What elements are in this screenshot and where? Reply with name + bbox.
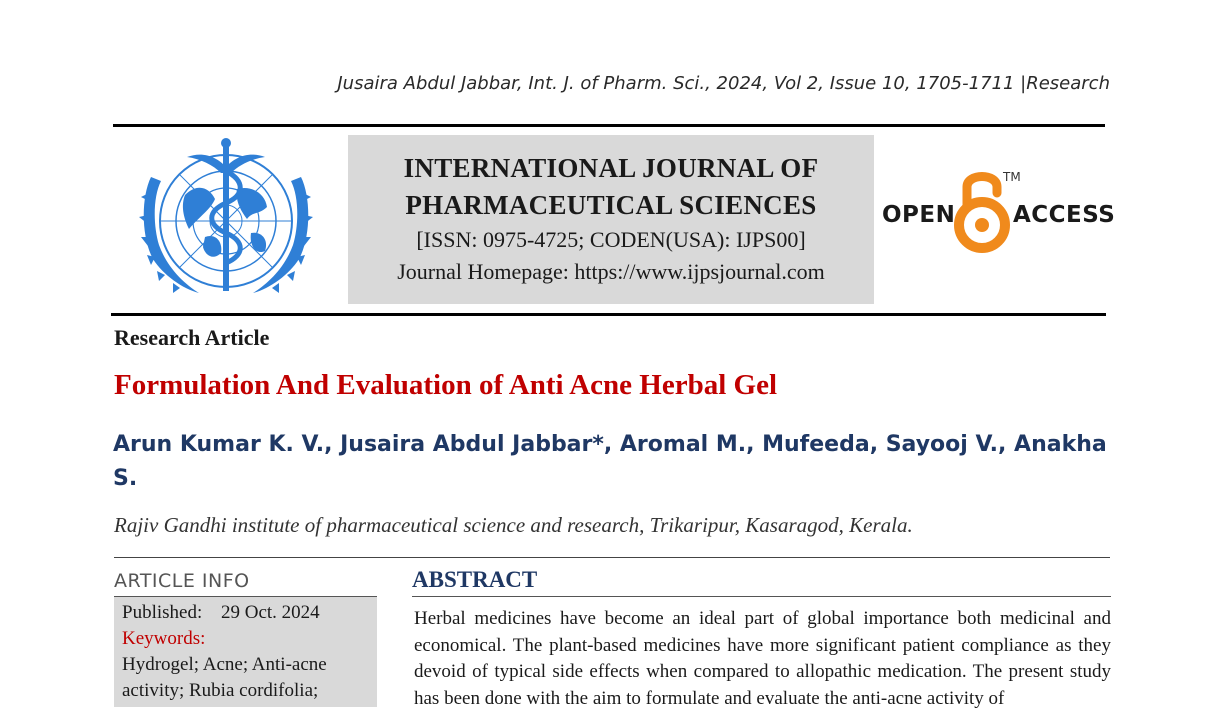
affiliation: Rajiv Gandhi institute of pharmaceutical science and research, Trikaripur, Kasaragod, Kerala. (114, 513, 913, 537)
citation-header: Jusaira Abdul Jabbar, Int. J. of Pharm. Sci., 2024, Vol 2, Issue 10, 1705-1711 |Research (337, 73, 1110, 94)
article-info-heading: ARTICLE INFO (114, 570, 250, 592)
author-list: Arun Kumar K. V., Jusaira Abdul Jabbar*, Aromal M., Mufeeda, Sayooj V., Anakha S. (113, 432, 1107, 491)
published-label: Published: (122, 602, 203, 623)
trademark-mark: TM (1003, 170, 1021, 184)
keywords-list: Hydrogel; Acne; Anti-acne activity; Rubia cordifolia; (122, 654, 327, 701)
section-divider (114, 557, 1110, 558)
article-info-box (114, 597, 377, 707)
journal-title-line2: PHARMACEUTICAL SCIENCES (405, 190, 817, 220)
journal-homepage[interactable]: Journal Homepage: https://www.ijpsjournal.com (397, 259, 825, 284)
journal-title (348, 150, 874, 224)
published-date: 29 Oct. 2024 (221, 602, 320, 623)
abstract-text: Herbal medicines have become an ideal part of global importance both medicinal and economical. The plant-based medicines have more significant patient compliance as they devoid of typical side effects when compared to allopathic medication. The present study has been done with the aim to formulate and evaluate the anti-acne activity of (414, 608, 1111, 709)
header-top-rule (113, 124, 1105, 127)
abstract-rule (412, 596, 1111, 597)
journal-info-box (348, 135, 874, 304)
caduceus-globe-emblem-icon (127, 137, 325, 305)
keywords-label: Keywords: (122, 628, 206, 649)
open-access-open-text: OPEN (882, 202, 956, 228)
article-title: Formulation And Evaluation of Anti Acne Herbal Gel (114, 369, 778, 401)
journal-issn: [ISSN: 0975-4725; CODEN(USA): IJPS00] (416, 227, 806, 252)
journal-title-line1: INTERNATIONAL JOURNAL OF (403, 153, 819, 183)
published-row (122, 600, 377, 626)
open-access-access-text: ACCESS (1013, 202, 1116, 228)
open-access-logo (880, 165, 1116, 255)
abstract-heading: ABSTRACT (412, 567, 538, 592)
header-bottom-rule (111, 313, 1106, 316)
article-type: Research Article (114, 325, 270, 350)
